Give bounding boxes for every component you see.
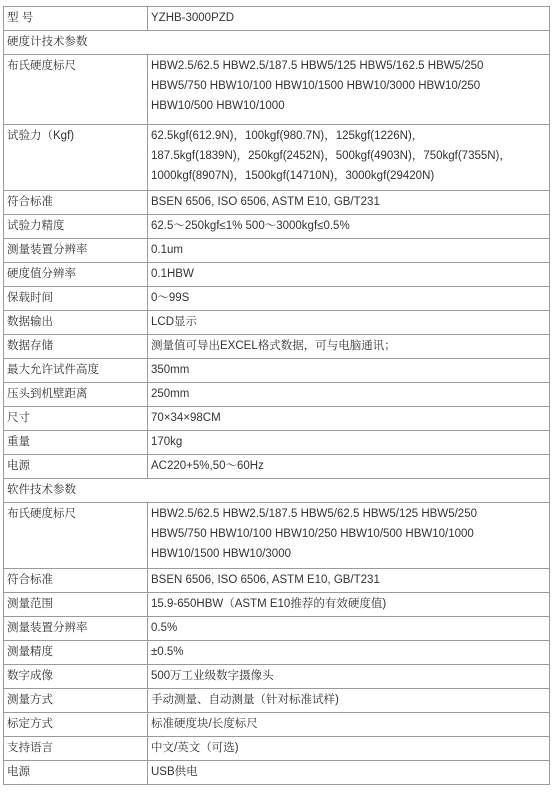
spec-label: 测量装置分辨率 (4, 617, 148, 641)
spec-value: 70×34×98CM (148, 407, 550, 431)
table-row (4, 263, 550, 287)
spec-label: 重量 (4, 431, 148, 455)
table-row (4, 125, 550, 191)
spec-label: 测量装置分辨率 (4, 239, 148, 263)
table-row (4, 713, 550, 737)
spec-value: 350mm (148, 359, 550, 383)
spec-label: 试验力（Kgf) (4, 125, 148, 191)
spec-label: 支持语言 (4, 737, 148, 761)
spec-label: 尺寸 (4, 407, 148, 431)
table-row (4, 569, 550, 593)
spec-table-body (4, 7, 550, 785)
spec-label: 标定方式 (4, 713, 148, 737)
section-header-row (4, 31, 550, 55)
spec-label: 电源 (4, 761, 148, 785)
section-title: 软件技术参数 (4, 479, 550, 503)
spec-label: 测量范围 (4, 593, 148, 617)
table-row (4, 55, 550, 125)
table-row (4, 761, 550, 785)
spec-value: HBW2.5/62.5 HBW2.5/187.5 HBW5/62.5 HBW5/125 HBW5/250 HBW5/750 HBW10/100 HBW10/250 HBW10/500 HBW10/1000 HBW10/1500 HBW10/3000 (148, 503, 550, 569)
spec-value: 标准硬度块/长度标尺 (148, 713, 550, 737)
table-row (4, 689, 550, 713)
spec-label: 最大允许试件高度 (4, 359, 148, 383)
spec-value: 测量值可导出EXCEL格式数据，可与电脑通讯； (148, 335, 550, 359)
spec-label: 布氏硬度标尺 (4, 503, 148, 569)
table-row (4, 665, 550, 689)
spec-label: 布氏硬度标尺 (4, 55, 148, 125)
table-row (4, 7, 550, 31)
spec-value: 250mm (148, 383, 550, 407)
spec-value: 500万工业级数字摄像头 (148, 665, 550, 689)
spec-value: AC220+5%,50～60Hz (148, 455, 550, 479)
table-row (4, 593, 550, 617)
spec-label: 符合标准 (4, 569, 148, 593)
spec-label: 数据存储 (4, 335, 148, 359)
spec-label: 数字成像 (4, 665, 148, 689)
spec-value: 手动测量、自动测量（针对标准试样) (148, 689, 550, 713)
table-row (4, 335, 550, 359)
table-row (4, 359, 550, 383)
spec-value: 170kg (148, 431, 550, 455)
table-row (4, 641, 550, 665)
spec-value: 62.5kgf(612.9N)，100kgf(980.7N)，125kgf(1226N)， 187.5kgf(1839N)，250kgf(2452N)，500kgf(4903N)，750kgf(7355N)， 1000kgf(8907N)，1500kgf(14710N)，3000kgf(29420N) (148, 125, 550, 191)
table-row (4, 215, 550, 239)
table-row (4, 737, 550, 761)
table-row (4, 383, 550, 407)
section-title: 硬度计技术参数 (4, 31, 550, 55)
spec-label: 压头到机壁距离 (4, 383, 148, 407)
table-row (4, 455, 550, 479)
spec-label: 硬度值分辨率 (4, 263, 148, 287)
spec-label: 测量精度 (4, 641, 148, 665)
spec-label: 型 号 (4, 7, 148, 31)
table-row (4, 191, 550, 215)
table-row (4, 407, 550, 431)
spec-value: 0～99S (148, 287, 550, 311)
spec-label: 保载时间 (4, 287, 148, 311)
spec-label: 符合标准 (4, 191, 148, 215)
spec-table (3, 6, 550, 785)
spec-value: ±0.5% (148, 641, 550, 665)
spec-value: 15.9-650HBW（ASTM E10推荐的有效硬度值) (148, 593, 550, 617)
table-row (4, 431, 550, 455)
spec-value: 62.5～250kgf≤1% 500～3000kgf≤0.5% (148, 215, 550, 239)
spec-label: 电源 (4, 455, 148, 479)
table-row (4, 239, 550, 263)
spec-label: 测量方式 (4, 689, 148, 713)
spec-label: 试验力精度 (4, 215, 148, 239)
table-row (4, 311, 550, 335)
spec-value: HBW2.5/62.5 HBW2.5/187.5 HBW5/125 HBW5/162.5 HBW5/250 HBW5/750 HBW10/100 HBW10/1500 HBW10/3000 HBW10/250 HBW10/500 HBW10/1000 (148, 55, 550, 125)
spec-value: 中文/英文（可选) (148, 737, 550, 761)
table-row (4, 287, 550, 311)
spec-value: LCD显示 (148, 311, 550, 335)
spec-value: USB供电 (148, 761, 550, 785)
spec-value: BSEN 6506, ISO 6506, ASTM E10, GB/T231 (148, 191, 550, 215)
spec-value: YZHB-3000PZD (148, 7, 550, 31)
spec-value: 0.1HBW (148, 263, 550, 287)
spec-label: 数据输出 (4, 311, 148, 335)
spec-value: 0.1um (148, 239, 550, 263)
section-header-row (4, 479, 550, 503)
spec-value: BSEN 6506, ISO 6506, ASTM E10, GB/T231 (148, 569, 550, 593)
table-row (4, 617, 550, 641)
spec-value: 0.5% (148, 617, 550, 641)
table-row (4, 503, 550, 569)
